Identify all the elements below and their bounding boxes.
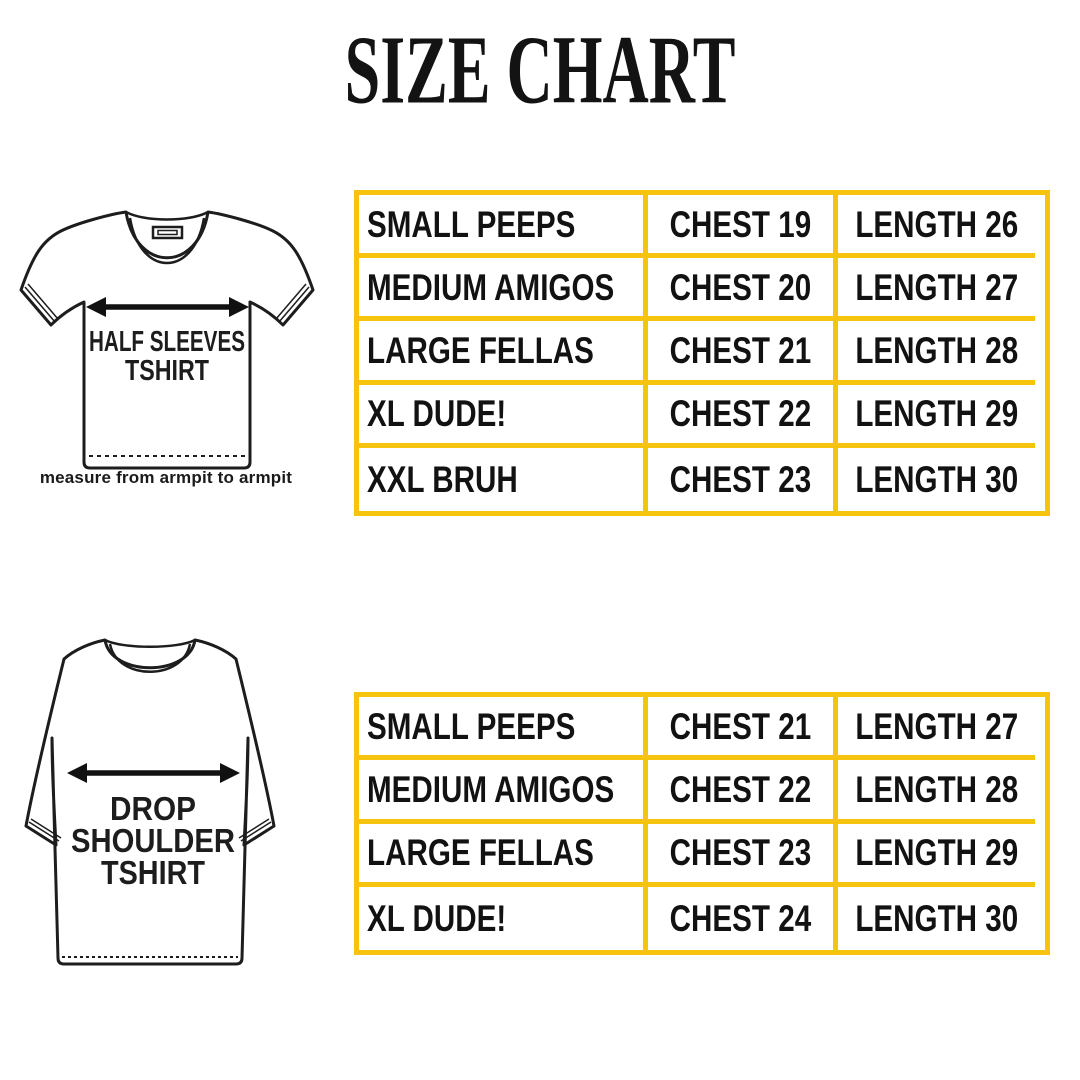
- half-sleeves-size-table: [354, 190, 1050, 516]
- length-cell: LENGTH 29: [838, 385, 1035, 448]
- chest-cell: CHEST 22: [648, 385, 838, 448]
- length-cell: LENGTH 26: [838, 195, 1035, 258]
- chest-cell: CHEST 21: [648, 321, 838, 384]
- size-cell: SMALL PEEPS: [359, 697, 648, 760]
- drop-shoulder-tshirt-diagram: [22, 633, 278, 973]
- length-cell: LENGTH 30: [838, 887, 1035, 950]
- diagram-label-line1: DROP: [110, 790, 196, 827]
- length-cell: LENGTH 29: [838, 824, 1035, 887]
- size-cell: LARGE FELLAS: [359, 321, 648, 384]
- length-cell: LENGTH 28: [838, 760, 1035, 823]
- chest-cell: CHEST 23: [648, 824, 838, 887]
- diagram-label-line2: SHOULDER: [71, 822, 236, 859]
- page-title: [0, 15, 1080, 124]
- chest-cell: CHEST 23: [648, 448, 838, 511]
- size-cell: XL DUDE!: [359, 385, 648, 448]
- neck-label-tag-inner: [158, 231, 177, 235]
- size-cell: SMALL PEEPS: [359, 195, 648, 258]
- diagram-label-line2: TSHIRT: [125, 355, 210, 387]
- size-cell: MEDIUM AMIGOS: [359, 258, 648, 321]
- size-cell: MEDIUM AMIGOS: [359, 760, 648, 823]
- drop-shoulder-size-table: [354, 692, 1050, 955]
- chest-cell: CHEST 22: [648, 760, 838, 823]
- half-sleeves-tshirt-diagram: [14, 198, 316, 476]
- size-cell: LARGE FELLAS: [359, 824, 648, 887]
- length-cell: LENGTH 28: [838, 321, 1035, 384]
- size-cell: XL DUDE!: [359, 887, 648, 950]
- diagram-label-line3: TSHIRT: [101, 854, 205, 891]
- length-cell: LENGTH 27: [838, 697, 1035, 760]
- collar-back-line: [105, 640, 195, 647]
- chest-cell: CHEST 19: [648, 195, 838, 258]
- length-cell: LENGTH 27: [838, 258, 1035, 321]
- page-title-text: SIZE CHART: [344, 15, 736, 124]
- diagram-label-line1: HALF SLEEVES: [89, 326, 245, 358]
- size-cell: XXL BRUH: [359, 448, 648, 511]
- measure-caption: measure from armpit to armpit: [39, 468, 293, 487]
- chest-cell: CHEST 21: [648, 697, 838, 760]
- length-cell: LENGTH 30: [838, 448, 1035, 511]
- collar-back-line: [126, 212, 208, 220]
- chest-cell: CHEST 20: [648, 258, 838, 321]
- chest-cell: CHEST 24: [648, 887, 838, 950]
